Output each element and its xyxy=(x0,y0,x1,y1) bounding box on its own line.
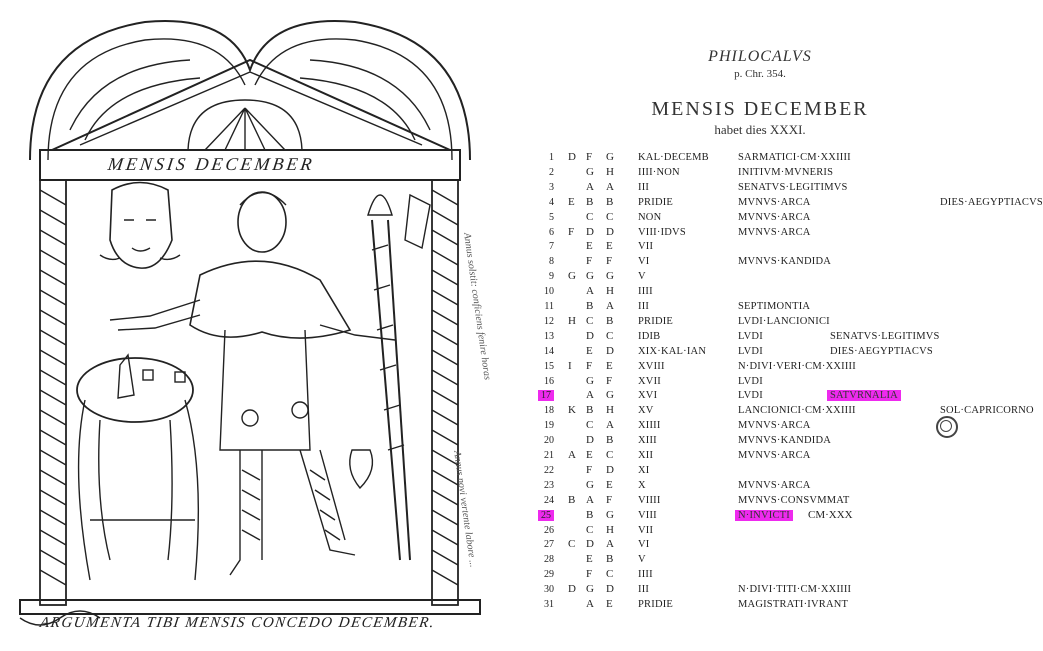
nundinal-letter: F xyxy=(568,225,575,238)
roman-date: XII xyxy=(638,450,654,461)
calendar-entry: SARMATICI·CM·XXIIII xyxy=(738,152,851,163)
roman-date: NON xyxy=(638,211,662,223)
calendar-row xyxy=(530,552,1020,567)
dominical-letter: G xyxy=(586,270,594,283)
calendar-day-number: 15 xyxy=(544,360,554,372)
calendar-row xyxy=(530,269,1020,284)
calendar-row xyxy=(530,582,1020,597)
nundinal-letter: A xyxy=(568,449,576,461)
dominical-letter: F xyxy=(586,151,593,163)
calendar-entry: MVNVS·ARCA xyxy=(738,196,811,208)
dominical-letter: E xyxy=(586,344,593,357)
date-subtitle: p. Chr. 354. xyxy=(734,68,786,80)
hebdomadal-letter: D xyxy=(606,463,614,476)
hebdomadal-letter: D xyxy=(606,344,614,357)
roman-date: III xyxy=(638,584,650,596)
calendar-row xyxy=(530,359,1020,374)
days-note: habet dies XXXI. xyxy=(714,122,806,137)
calendar-day-number: 4 xyxy=(549,196,554,208)
calendar-day-number: 7 xyxy=(549,241,554,253)
calendar-day-number: 24 xyxy=(544,494,554,506)
calendar-day-number: 2 xyxy=(549,166,554,178)
calendar-day-number: 31 xyxy=(544,599,554,610)
calendar-entry: MVNVS·ARCA xyxy=(738,226,811,238)
hebdomadal-letter: C xyxy=(606,210,614,223)
calendar-row xyxy=(530,254,1020,269)
roman-date: V xyxy=(638,554,646,566)
hebdomadal-letter: H xyxy=(606,165,614,178)
calendar-row xyxy=(530,150,1020,165)
calendar-entry-third: SOL·CAPRICORNO xyxy=(940,405,1034,417)
calendar-day-number: 25 xyxy=(530,508,554,523)
nundinal-letter: B xyxy=(568,493,576,506)
calendar-entry: MVNVS·CONSVMMAT xyxy=(738,494,850,506)
hebdomadal-letter: B xyxy=(606,195,614,208)
calendar-entry: MVNVS·ARCA xyxy=(738,211,811,223)
calendar-entry-third: DIES·AEGYPTIACVS xyxy=(940,196,1043,208)
dominical-letter: A xyxy=(586,285,594,298)
calendar-row xyxy=(530,523,1020,538)
calendar-row xyxy=(530,329,1020,344)
hebdomadal-letter: G xyxy=(606,508,614,521)
hebdomadal-letter: A xyxy=(606,300,614,312)
calendar-day-number: 19 xyxy=(544,420,554,432)
hebdomadal-letter: G xyxy=(606,270,614,283)
calendar-day-number: 18 xyxy=(544,405,554,417)
calendar-entry: N·DIVI·VERI·CM·XXIIII xyxy=(738,360,856,372)
calendar-entry: LVDI xyxy=(738,375,763,387)
roman-date: VIII·IDVS xyxy=(638,226,686,238)
roman-date: III xyxy=(638,301,650,312)
calendar-entry: LVDI xyxy=(738,330,763,342)
illustration-caption: ARGUMENTA TIBI MENSIS CONCEDO DECEMBER. xyxy=(38,615,437,631)
calendar-row xyxy=(530,508,1020,523)
author-name: PHILOCALVS xyxy=(708,48,812,65)
hebdomadal-letter: A xyxy=(606,538,614,551)
dominical-letter: G xyxy=(586,374,594,387)
calendar-row xyxy=(530,165,1020,180)
dominical-letter: E xyxy=(586,449,593,461)
dominical-letter: G xyxy=(586,165,594,178)
hebdomadal-letter: B xyxy=(606,553,614,566)
hebdomadal-letter: F xyxy=(606,493,613,506)
calendar-entry: MVNVS·KANDIDA xyxy=(738,435,832,447)
calendar-day-number: 9 xyxy=(549,271,554,283)
sun-symbol-icon xyxy=(936,416,958,438)
roman-date: VII xyxy=(638,524,654,536)
calendar-entry: LVDI xyxy=(738,390,763,402)
calendar-entry: N·DIVI·TITI·CM·XXIIII xyxy=(738,584,852,596)
roman-date: XVIII xyxy=(638,360,665,372)
dominical-letter: F xyxy=(586,359,593,372)
calendar-entry: N·INVICTI xyxy=(738,508,793,523)
dominical-letter: G xyxy=(586,583,594,596)
calendar-day-number: 10 xyxy=(544,286,554,298)
calendar-day-number: 16 xyxy=(544,375,554,387)
calendar-day-number: 20 xyxy=(544,435,554,447)
calendar-entry: MVNVS·ARCA xyxy=(738,420,811,432)
calendar-row xyxy=(530,448,1020,463)
calendar-entry: INITIVM·MVNERIS xyxy=(738,166,834,178)
nundinal-letter: E xyxy=(568,195,575,208)
calendar-row xyxy=(530,284,1020,299)
roman-date: PRIDIE xyxy=(638,315,674,327)
nundinal-letter: I xyxy=(568,359,572,372)
calendar-entry: SENATVS·LEGITIMVS xyxy=(738,181,848,193)
roman-date: XIX·KAL·IAN xyxy=(638,345,707,357)
hebdomadal-letter: D xyxy=(606,583,614,596)
calendar-row xyxy=(530,537,1020,552)
nundinal-letter: D xyxy=(568,151,576,163)
roman-date: KAL·DECEMB xyxy=(638,152,709,163)
calendar-day-number: 26 xyxy=(544,524,554,536)
roman-date: PRIDIE xyxy=(638,599,674,610)
hebdomadal-letter: D xyxy=(606,225,614,238)
calendar-row xyxy=(530,567,1020,582)
calendar-row xyxy=(530,180,1020,195)
illustration-title: MENSIS DECEMBER xyxy=(106,154,316,174)
dominical-letter: D xyxy=(586,329,594,342)
calendar-row xyxy=(530,374,1020,389)
calendar-day-number: 30 xyxy=(544,584,554,596)
dominical-letter: C xyxy=(586,523,594,536)
hebdomadal-letter: G xyxy=(606,151,614,163)
dominical-letter: D xyxy=(586,434,594,447)
dominical-letter: B xyxy=(586,195,594,208)
roman-date: XI xyxy=(638,464,650,476)
roman-date: XV xyxy=(638,405,654,417)
calendar-row xyxy=(530,239,1020,254)
dominical-letter: E xyxy=(586,240,593,253)
calendar-row xyxy=(530,493,1020,508)
december-illustration-drawing xyxy=(0,0,500,651)
calendar-row xyxy=(530,597,1020,612)
dominical-letter: D xyxy=(586,225,594,238)
calendar-day-number: 21 xyxy=(544,450,554,461)
hebdomadal-letter: E xyxy=(606,478,613,491)
calendar-entry-suffix: CM·XXX xyxy=(808,508,853,521)
calendar-row xyxy=(530,314,1020,329)
dominical-letter: B xyxy=(586,300,594,312)
nundinal-letter: D xyxy=(568,583,576,596)
dominical-letter: B xyxy=(586,508,594,521)
dominical-letter: A xyxy=(586,389,594,402)
dominical-letter: G xyxy=(586,478,594,491)
roman-date: XIIII xyxy=(638,420,661,432)
dominical-letter: C xyxy=(586,314,594,327)
calendar-day-number: 27 xyxy=(544,539,554,551)
dominical-letter: E xyxy=(586,553,593,566)
calendar-row xyxy=(530,299,1020,314)
margin-note: Annus novi vertente labore ... xyxy=(451,450,479,569)
nundinal-letter: K xyxy=(568,404,576,417)
dominical-letter: C xyxy=(586,210,594,223)
illustration-panel xyxy=(0,0,500,651)
calendar-entry: MAGISTRATI·IVRANT xyxy=(738,599,849,610)
roman-date: VI xyxy=(638,256,650,268)
calendar-entry: LANCIONICI·CM·XXIIII xyxy=(738,405,856,417)
roman-date: IIII·NON xyxy=(638,166,680,178)
calendar-row xyxy=(530,388,1020,403)
calendar-row xyxy=(530,478,1020,493)
calendar-day-number: 29 xyxy=(544,569,554,581)
hebdomadal-letter: A xyxy=(606,419,614,432)
roman-date: XVI xyxy=(638,390,658,402)
hebdomadal-letter: C xyxy=(606,329,614,342)
nundinal-letter: C xyxy=(568,538,576,551)
calendar-day-number: 28 xyxy=(544,554,554,566)
calendar-entry: MVNVS·ARCA xyxy=(738,450,811,461)
hebdomadal-letter: B xyxy=(606,434,614,447)
hebdomadal-letter: H xyxy=(606,523,614,536)
calendar-day-number: 12 xyxy=(544,315,554,327)
hebdomadal-letter: G xyxy=(606,389,614,402)
roman-date: IIII xyxy=(638,286,653,298)
calendar-entry: MVNVS·ARCA xyxy=(738,479,811,491)
calendar-row xyxy=(530,210,1020,225)
hebdomadal-letter: H xyxy=(606,285,614,298)
calendar-day-number: 1 xyxy=(549,152,554,163)
roman-date: VII xyxy=(638,241,654,253)
calendar-entry: SEPTIMONTIA xyxy=(738,301,811,312)
roman-date: XVII xyxy=(638,375,661,387)
calendar-entry-second: SENATVS·LEGITIMVS xyxy=(830,330,940,342)
calendar-row xyxy=(530,344,1020,359)
dominical-letter: D xyxy=(586,538,594,551)
calendar-row xyxy=(530,195,1043,210)
calendar-row xyxy=(530,463,1020,478)
hebdomadal-letter: C xyxy=(606,568,614,581)
roman-date: VIII xyxy=(638,509,657,521)
roman-date: V xyxy=(638,271,646,283)
dominical-letter: F xyxy=(586,463,593,476)
dominical-letter: A xyxy=(586,598,594,610)
hebdomadal-letter: E xyxy=(606,359,613,372)
calendar-day-number: 17 xyxy=(530,388,554,403)
dominical-letter: A xyxy=(586,180,594,193)
hebdomadal-letter: E xyxy=(606,240,613,253)
calendar-entry-second: DIES·AEGYPTIACVS xyxy=(830,345,933,357)
roman-date: VIIII xyxy=(638,494,661,506)
calendar-table xyxy=(530,150,1043,610)
roman-date: XIII xyxy=(638,435,657,447)
dominical-letter: C xyxy=(586,419,594,432)
calendar-row xyxy=(530,225,1020,240)
hebdomadal-letter: B xyxy=(606,314,614,327)
hebdomadal-letter: E xyxy=(606,598,613,610)
dominical-letter: B xyxy=(586,404,594,417)
hebdomadal-letter: F xyxy=(606,255,613,268)
dominical-letter: F xyxy=(586,255,593,268)
calendar-entry: MVNVS·KANDIDA xyxy=(738,256,832,268)
calendar-day-number: 8 xyxy=(549,256,554,268)
calendar-day-number: 23 xyxy=(544,479,554,491)
calendar-day-number: 22 xyxy=(544,464,554,476)
dominical-letter: A xyxy=(586,493,594,506)
calendar-entry-second: SATVRNALIA xyxy=(830,388,901,403)
roman-date: III xyxy=(638,181,650,193)
roman-date: IIII xyxy=(638,569,653,581)
margin-note: Annus solstit: conficiens fenire horas xyxy=(461,232,493,381)
roman-date: PRIDIE xyxy=(638,196,674,208)
nundinal-letter: G xyxy=(568,270,576,283)
calendar-day-number: 11 xyxy=(544,301,554,312)
hebdomadal-letter: F xyxy=(606,374,613,387)
calendar-entry: LVDI·LANCIONICI xyxy=(738,315,830,327)
nundinal-letter: H xyxy=(568,314,576,327)
calendar-day-number: 14 xyxy=(544,345,554,357)
roman-date: X xyxy=(638,479,646,491)
roman-date: VI xyxy=(638,539,650,551)
hebdomadal-letter: C xyxy=(606,449,614,461)
calendar-day-number: 6 xyxy=(549,226,554,238)
hebdomadal-letter: H xyxy=(606,404,614,417)
calendar-entry: LVDI xyxy=(738,345,763,357)
month-title: MENSIS DECEMBER xyxy=(651,98,869,120)
calendar-day-number: 13 xyxy=(544,330,554,342)
calendar-day-number: 5 xyxy=(549,211,554,223)
roman-date: IDIB xyxy=(638,330,661,342)
calendar-day-number: 3 xyxy=(549,181,554,193)
hebdomadal-letter: A xyxy=(606,180,614,193)
dominical-letter: F xyxy=(586,568,593,581)
